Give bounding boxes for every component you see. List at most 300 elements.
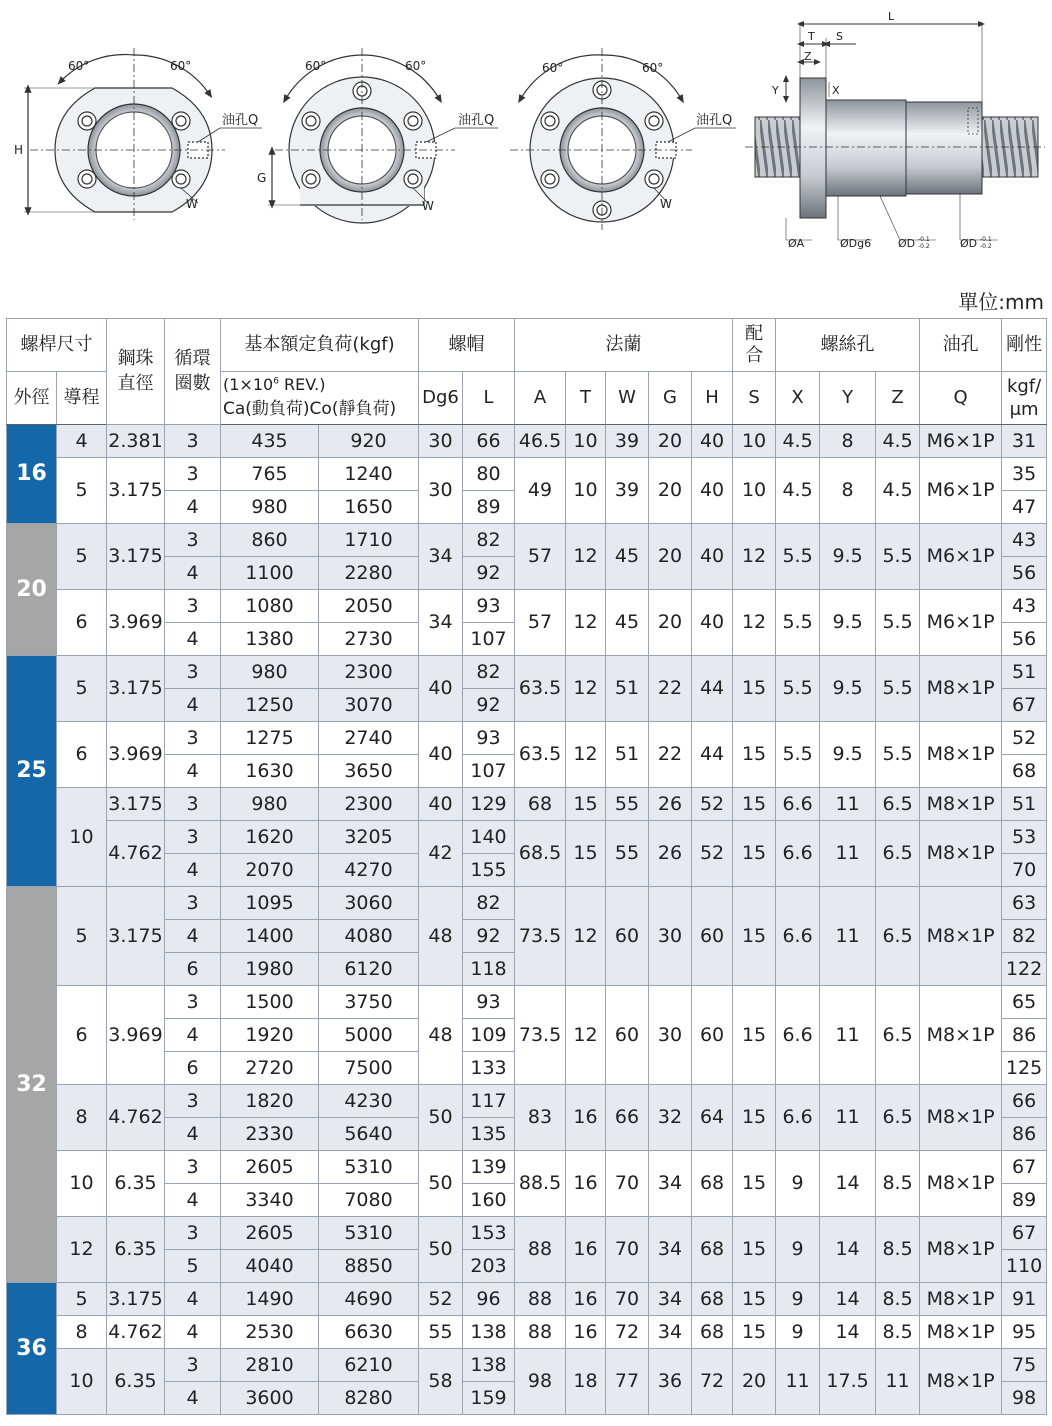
A-cell: 57 [515,524,566,590]
col-bolt-hole: 螺絲孔 [776,319,920,372]
static-load-cell: 3205 [319,821,419,854]
col-L: L [463,372,515,425]
dg6-cell: 40 [419,656,463,722]
static-load-cell: 4230 [319,1085,419,1118]
rigidity-cell: 70 [1002,854,1047,887]
static-load-cell: 7500 [319,1052,419,1085]
H-cell: 44 [692,722,733,788]
outer-diameter-cell: 25 [7,656,57,887]
col-Q: Q [920,372,1002,425]
nut-length-cell: 118 [463,953,515,986]
A-cell: 88 [515,1316,566,1349]
dg6-cell: 48 [419,986,463,1085]
circuits-cell: 3 [165,458,221,491]
Q-cell: M6×1P [920,458,1002,524]
A-cell: 88.5 [515,1151,566,1217]
circuits-cell: 4 [165,491,221,524]
table-row [7,1349,1047,1382]
circuits-cell: 4 [165,1019,221,1052]
ball-dia-cell: 3.175 [107,887,165,986]
Q-cell: M8×1P [920,1085,1002,1151]
Q-cell: M6×1P [920,425,1002,458]
G-cell: 30 [649,986,692,1085]
nut-length-cell: 96 [463,1283,515,1316]
Q-cell: M8×1P [920,656,1002,722]
dim-Z-label: Z [804,50,812,63]
Y-cell: 9.5 [820,524,876,590]
Y-cell: 11 [820,1085,876,1151]
col-ball-dia: 鋼珠直徑 [107,319,165,425]
circuits-cell: 4 [165,1316,221,1349]
lead-cell: 10 [57,1349,107,1415]
W-cell: 39 [606,458,649,524]
dynamic-load-cell: 1490 [221,1283,319,1316]
col-T: T [566,372,606,425]
static-load-cell: 8280 [319,1382,419,1415]
rigidity-cell: 86 [1002,1019,1047,1052]
unit-label: 單位:mm [958,290,1044,314]
T-cell: 12 [566,722,606,788]
dynamic-load-cell: 860 [221,524,319,557]
table-row [7,1151,1047,1184]
w-label: W [186,197,198,211]
rigidity-cell: 66 [1002,1085,1047,1118]
static-load-cell: 8850 [319,1250,419,1283]
ball-dia-cell: 6.35 [107,1151,165,1217]
col-screw-size: 螺桿尺寸 [7,319,107,372]
rigidity-cell: 86 [1002,1118,1047,1151]
dynamic-load-cell: 1500 [221,986,319,1019]
circuits-cell: 4 [165,1184,221,1217]
Q-cell: M8×1P [920,788,1002,821]
H-cell: 52 [692,788,733,821]
dynamic-load-cell: 1380 [221,623,319,656]
ball-dia-cell: 4.762 [107,1316,165,1349]
technical-drawings [0,0,1052,262]
col-Z: Z [876,372,920,425]
X-cell: 5.5 [776,524,820,590]
col-nut: 螺帽 [419,319,515,372]
dynamic-load-cell: 2330 [221,1118,319,1151]
A-cell: 88 [515,1217,566,1283]
dynamic-load-cell: 4040 [221,1250,319,1283]
dynamic-load-cell: 1920 [221,1019,319,1052]
Y-cell: 8 [820,458,876,524]
rigidity-cell: 75 [1002,1349,1047,1382]
A-cell: 88 [515,1283,566,1316]
dynamic-load-cell: 2070 [221,854,319,887]
H-cell: 44 [692,656,733,722]
dynamic-load-cell: 2605 [221,1151,319,1184]
static-load-cell: 4270 [319,854,419,887]
T-cell: 16 [566,1217,606,1283]
S-cell: 15 [733,1283,776,1316]
dg6-cell: 50 [419,1217,463,1283]
G-cell: 32 [649,1085,692,1151]
H-cell: 40 [692,425,733,458]
S-cell: 15 [733,1085,776,1151]
W-cell: 55 [606,788,649,821]
circuits-cell: 4 [165,557,221,590]
T-cell: 10 [566,425,606,458]
Y-cell: 9.5 [820,590,876,656]
table-row [7,1085,1047,1118]
G-cell: 20 [649,524,692,590]
col-rigidity: 剛性 [1002,319,1047,372]
H-cell: 60 [692,986,733,1085]
ball-dia-cell: 6.35 [107,1217,165,1283]
static-load-cell: 7080 [319,1184,419,1217]
H-cell: 40 [692,458,733,524]
dg6-cell: 34 [419,590,463,656]
ball-dia-cell: 2.381 [107,425,165,458]
S-cell: 15 [733,722,776,788]
static-load-cell: 2730 [319,623,419,656]
col-lead: 導程 [57,372,107,425]
col-G: G [649,372,692,425]
S-cell: 12 [733,524,776,590]
ball-dia-cell: 4.762 [107,1085,165,1151]
nut-length-cell: 92 [463,689,515,722]
X-cell: 9 [776,1316,820,1349]
static-load-cell: 5310 [319,1151,419,1184]
angle-label: 60° [305,59,327,73]
Q-cell: M8×1P [920,887,1002,986]
table-row [7,821,1047,854]
H-cell: 68 [692,1217,733,1283]
dg6-cell: 58 [419,1349,463,1415]
dynamic-load-cell: 765 [221,458,319,491]
W-cell: 45 [606,590,649,656]
col-rigidity-unit: kgf/ μm [1002,372,1047,425]
nut-length-cell: 93 [463,590,515,623]
rigidity-cell: 63 [1002,887,1047,920]
static-load-cell: 3060 [319,887,419,920]
A-cell: 63.5 [515,722,566,788]
H-cell: 40 [692,590,733,656]
H-cell: 72 [692,1349,733,1415]
nut-length-cell: 89 [463,491,515,524]
outer-diameter-cell: 36 [7,1283,57,1415]
circuits-cell: 3 [165,1349,221,1382]
nut-length-cell: 66 [463,425,515,458]
lead-cell: 5 [57,458,107,524]
dynamic-load-cell: 1820 [221,1085,319,1118]
S-cell: 15 [733,821,776,887]
static-load-cell: 5640 [319,1118,419,1151]
dim-S-label: S [836,30,843,43]
tol-lower: -0.2 [918,243,930,250]
Z-cell: 6.5 [876,986,920,1085]
nut-length-cell: 92 [463,557,515,590]
nut-length-cell: 82 [463,656,515,689]
oil-hole-label: 油孔Q [458,113,495,128]
lead-cell: 5 [57,887,107,986]
table-row [7,1217,1047,1250]
H-cell: 64 [692,1085,733,1151]
Y-cell: 11 [820,986,876,1085]
W-cell: 70 [606,1151,649,1217]
S-cell: 15 [733,1217,776,1283]
dynamic-load-cell: 980 [221,491,319,524]
T-cell: 16 [566,1283,606,1316]
h-label: H [14,143,24,157]
A-cell: 98 [515,1349,566,1415]
T-cell: 16 [566,1085,606,1151]
rigidity-cell: 95 [1002,1316,1047,1349]
Z-cell: 5.5 [876,590,920,656]
circuits-cell: 3 [165,656,221,689]
lead-cell: 8 [57,1316,107,1349]
W-cell: 39 [606,425,649,458]
nut-length-cell: 140 [463,821,515,854]
col-X: X [776,372,820,425]
col-A: A [515,372,566,425]
static-load-cell: 5310 [319,1217,419,1250]
lead-cell: 5 [57,656,107,722]
W-cell: 77 [606,1349,649,1415]
G-cell: 34 [649,1151,692,1217]
ball-dia-cell: 3.969 [107,590,165,656]
Y-cell: 14 [820,1283,876,1316]
circuits-cell: 4 [165,1382,221,1415]
S-cell: 15 [733,656,776,722]
spec-table [6,318,1047,1415]
table-row [7,1283,1047,1316]
Z-cell: 6.5 [876,1085,920,1151]
circuits-cell: 4 [165,1118,221,1151]
Q-cell: M8×1P [920,1151,1002,1217]
dynamic-load-cell: 2720 [221,1052,319,1085]
T-cell: 12 [566,887,606,986]
nut-length-cell: 109 [463,1019,515,1052]
A-cell: 63.5 [515,656,566,722]
T-cell: 12 [566,656,606,722]
circuits-cell: 3 [165,1151,221,1184]
W-cell: 55 [606,821,649,887]
X-cell: 6.6 [776,788,820,821]
Y-cell: 14 [820,1151,876,1217]
static-load-cell: 3750 [319,986,419,1019]
T-cell: 12 [566,986,606,1085]
circuits-cell: 3 [165,821,221,854]
outer-diameter-cell: 16 [7,425,57,524]
X-cell: 6.6 [776,1085,820,1151]
tol-lower: -0.2 [980,243,992,250]
Y-cell: 14 [820,1316,876,1349]
phi-a-label: ØA [788,237,805,250]
rigidity-cell: 67 [1002,689,1047,722]
X-cell: 5.5 [776,590,820,656]
dg6-cell: 55 [419,1316,463,1349]
rigidity-cell: 122 [1002,953,1047,986]
static-load-cell: 2300 [319,656,419,689]
static-load-cell: 1650 [319,491,419,524]
w-label: W [422,199,434,213]
angle-label: 60° [68,59,90,73]
dynamic-load-cell: 2810 [221,1349,319,1382]
phi-dg6-label: ØDg6 [840,237,872,250]
Z-cell: 5.5 [876,656,920,722]
static-load-cell: 1710 [319,524,419,557]
circuits-cell: 3 [165,524,221,557]
col-fit: 配合 [733,319,776,372]
lead-cell: 8 [57,1085,107,1151]
phi-d-label: ØD [898,237,916,250]
col-Y: Y [820,372,876,425]
rigidity-cell: 31 [1002,425,1047,458]
static-load-cell: 1240 [319,458,419,491]
W-cell: 70 [606,1283,649,1316]
ca-co-label: Ca(動負荷)Co(靜負荷) [223,399,397,420]
circuits-cell: 6 [165,953,221,986]
dim-T-label: T [808,30,815,43]
Z-cell: 6.5 [876,821,920,887]
Q-cell: M8×1P [920,821,1002,887]
dynamic-load-cell: 1095 [221,887,319,920]
dynamic-load-cell: 2530 [221,1316,319,1349]
col-ca-co [221,372,419,425]
ball-dia-cell: 3.175 [107,524,165,590]
rigidity-cell: 82 [1002,920,1047,953]
w-label: W [660,197,672,211]
A-cell: 83 [515,1085,566,1151]
angle-label: 60° [405,59,427,73]
W-cell: 51 [606,722,649,788]
static-load-cell: 2740 [319,722,419,755]
Y-cell: 8 [820,425,876,458]
dim-X-label: X [832,84,840,97]
angle-label: 60° [642,61,664,75]
table-row [7,458,1047,491]
Z-cell: 5.5 [876,722,920,788]
rigidity-cell: 43 [1002,590,1047,623]
dynamic-load-cell: 3600 [221,1382,319,1415]
dg6-cell: 30 [419,458,463,524]
static-load-cell: 2300 [319,788,419,821]
Y-cell: 11 [820,821,876,887]
static-load-cell: 920 [319,425,419,458]
A-cell: 73.5 [515,986,566,1085]
W-cell: 66 [606,1085,649,1151]
T-cell: 18 [566,1349,606,1415]
outer-diameter-cell: 20 [7,524,57,656]
nut-length-cell: 138 [463,1316,515,1349]
dg6-cell: 34 [419,524,463,590]
Q-cell: M6×1P [920,590,1002,656]
rigidity-cell: 35 [1002,458,1047,491]
tol-upper: -0.1 [980,236,992,243]
X-cell: 4.5 [776,458,820,524]
rigidity-cell: 47 [1002,491,1047,524]
Z-cell: 5.5 [876,524,920,590]
nut-length-cell: 203 [463,1250,515,1283]
A-cell: 68.5 [515,821,566,887]
outer-diameter-cell: 32 [7,887,57,1283]
col-H: H [692,372,733,425]
circuits-cell: 4 [165,689,221,722]
table-row [7,722,1047,755]
T-cell: 12 [566,590,606,656]
W-cell: 51 [606,656,649,722]
dynamic-load-cell: 1620 [221,821,319,854]
col-S: S [733,372,776,425]
flange-view-3 [510,48,736,230]
Y-cell: 14 [820,1217,876,1283]
H-cell: 68 [692,1283,733,1316]
circuits-cell: 3 [165,1085,221,1118]
rigidity-cell: 51 [1002,788,1047,821]
G-cell: 30 [649,887,692,986]
Q-cell: M6×1P [920,524,1002,590]
Z-cell: 6.5 [876,887,920,986]
A-cell: 68 [515,788,566,821]
table-row [7,986,1047,1019]
dynamic-load-cell: 1630 [221,755,319,788]
nut-length-cell: 93 [463,986,515,1019]
static-load-cell: 6210 [319,1349,419,1382]
circuits-cell: 4 [165,1283,221,1316]
lead-cell: 5 [57,1283,107,1316]
Q-cell: M8×1P [920,1283,1002,1316]
X-cell: 6.6 [776,821,820,887]
dg6-cell: 40 [419,788,463,821]
oil-hole-label: 油孔Q [696,113,733,128]
rigidity-cell: 67 [1002,1151,1047,1184]
nut-length-cell: 82 [463,524,515,557]
T-cell: 12 [566,524,606,590]
dg6-cell: 40 [419,722,463,788]
table-row [7,425,1047,458]
G-cell: 22 [649,722,692,788]
rigidity-cell: 98 [1002,1382,1047,1415]
dynamic-load-cell: 1980 [221,953,319,986]
Y-cell: 17.5 [820,1349,876,1415]
tol-upper: -0.1 [918,236,930,243]
rigidity-cell: 51 [1002,656,1047,689]
G-cell: 20 [649,458,692,524]
S-cell: 15 [733,887,776,986]
ball-dia-cell: 3.175 [107,656,165,722]
nut-length-cell: 135 [463,1118,515,1151]
X-cell: 6.6 [776,887,820,986]
lead-cell: 6 [57,590,107,656]
table-row [7,590,1047,623]
rigidity-cell: 43 [1002,524,1047,557]
nut-length-cell: 129 [463,788,515,821]
A-cell: 57 [515,590,566,656]
W-cell: 45 [606,524,649,590]
side-view [745,22,1045,240]
table-row [7,1316,1047,1349]
rigidity-cell: 65 [1002,986,1047,1019]
G-cell: 34 [649,1217,692,1283]
static-load-cell: 6630 [319,1316,419,1349]
T-cell: 16 [566,1316,606,1349]
angle-label: 60° [542,61,564,75]
dynamic-load-cell: 3340 [221,1184,319,1217]
col-rated-load: 基本額定負荷(kgf) [221,319,419,372]
H-cell: 68 [692,1316,733,1349]
G-cell: 26 [649,821,692,887]
T-cell: 15 [566,788,606,821]
lead-cell: 6 [57,986,107,1085]
W-cell: 70 [606,1217,649,1283]
circuits-cell: 3 [165,1217,221,1250]
dynamic-load-cell: 1250 [221,689,319,722]
Y-cell: 9.5 [820,722,876,788]
static-load-cell: 4080 [319,920,419,953]
